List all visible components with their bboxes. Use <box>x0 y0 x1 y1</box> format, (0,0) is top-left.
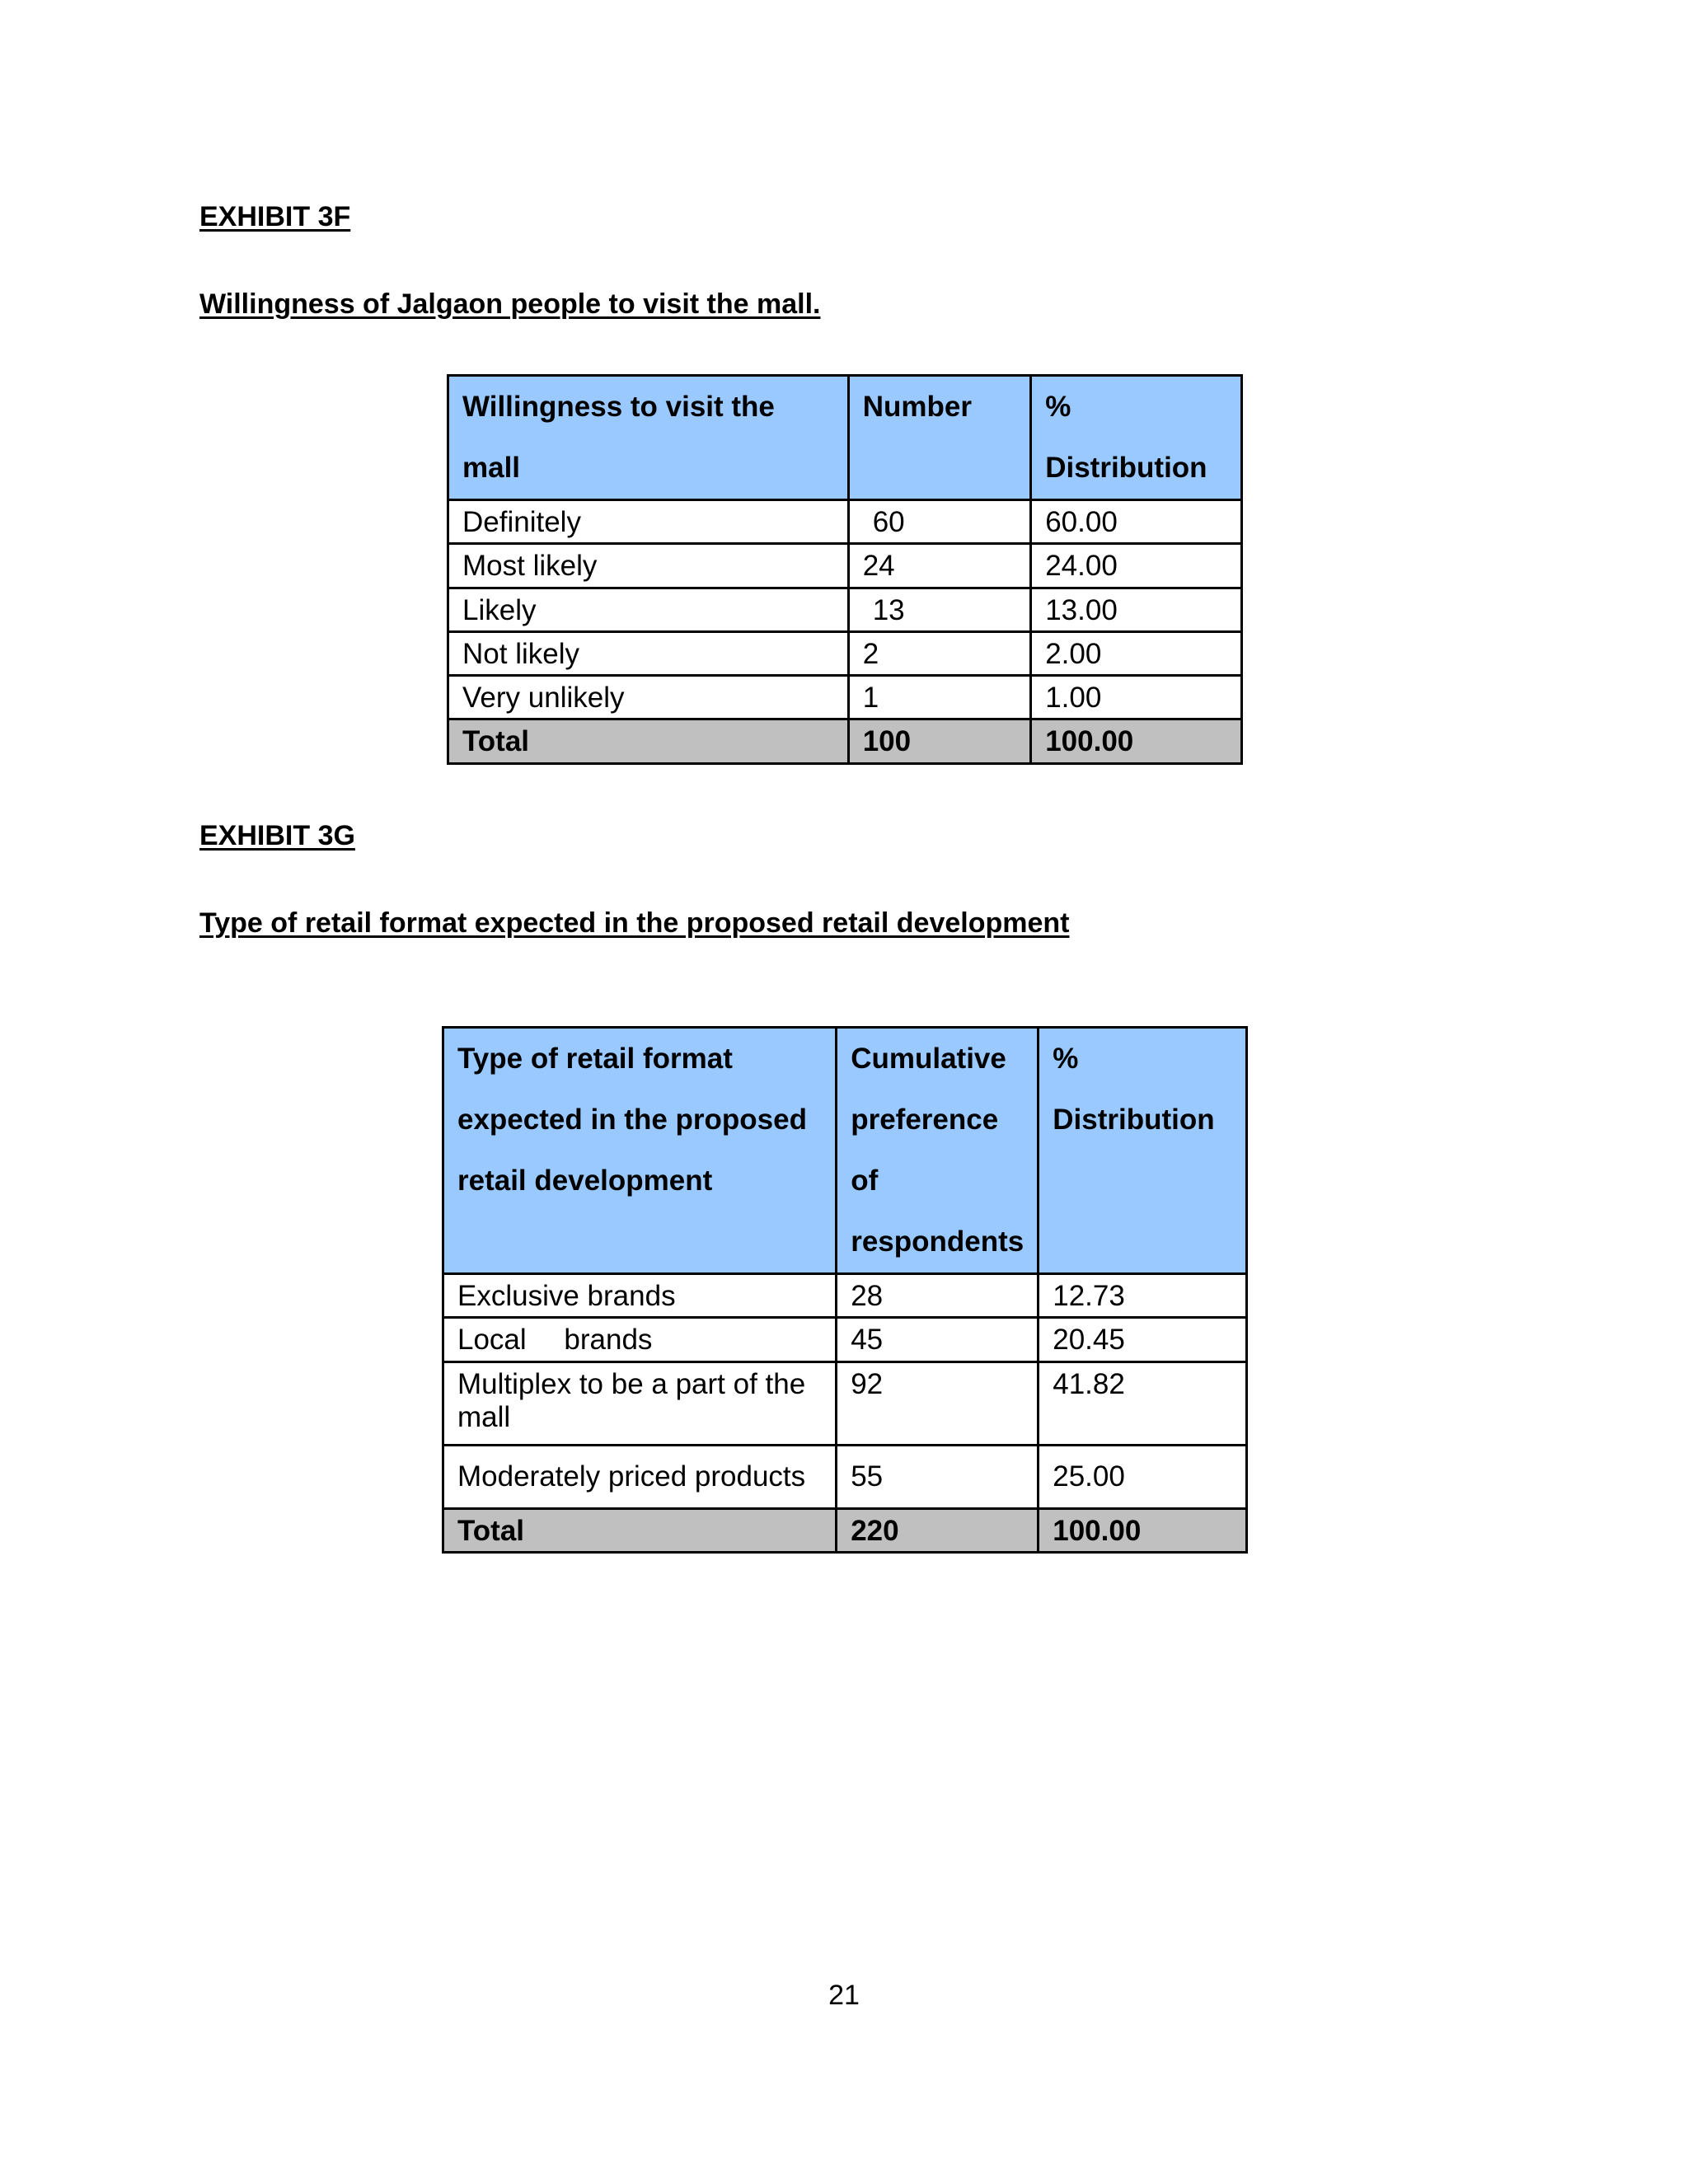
total-number: 220 <box>837 1508 1039 1552</box>
row-distribution: 12.73 <box>1039 1274 1247 1318</box>
total-row <box>443 1508 1247 1552</box>
table-row <box>443 1318 1247 1361</box>
row-number: 13 <box>848 588 1031 631</box>
header-distribution: % Distribution <box>1039 1028 1247 1274</box>
row-label: Moderately priced products <box>443 1445 837 1508</box>
table-header-row <box>448 376 1242 500</box>
total-number: 100 <box>848 719 1031 763</box>
row-distribution: 20.45 <box>1039 1318 1247 1361</box>
row-label: Very unlikely <box>448 676 849 719</box>
total-distribution: 100.00 <box>1039 1508 1247 1552</box>
exhibit-3g-title: Type of retail format expected in the proposed retail development <box>199 907 1070 939</box>
row-distribution: 41.82 <box>1039 1361 1247 1445</box>
table-header-row <box>443 1028 1247 1274</box>
header-willingness: Willingness to visit the mall <box>448 376 849 500</box>
row-label: Likely <box>448 588 849 631</box>
table-row <box>443 1361 1247 1445</box>
row-number: 60 <box>848 500 1031 544</box>
row-number: 28 <box>837 1274 1039 1318</box>
exhibit-3f-title: Willingness of Jalgaon people to visit the mall. <box>199 288 821 320</box>
row-number: 2 <box>848 631 1031 675</box>
table-row <box>448 631 1242 675</box>
total-label: Total <box>448 719 849 763</box>
row-number: 24 <box>848 544 1031 588</box>
exhibit-3g-table <box>442 1026 1248 1554</box>
row-distribution: 25.00 <box>1039 1445 1247 1508</box>
exhibit-3f-table <box>447 374 1243 765</box>
table-row <box>443 1274 1247 1318</box>
row-label: Exclusive brands <box>443 1274 837 1318</box>
total-distribution: 100.00 <box>1031 719 1242 763</box>
row-label: Local brands <box>443 1318 837 1361</box>
header-retail-format: Type of retail format expected in the proposed retail development <box>443 1028 837 1274</box>
row-label: Definitely <box>448 500 849 544</box>
header-cumulative-preference: Cumulative preference of respondents <box>837 1028 1039 1274</box>
row-label: Not likely <box>448 631 849 675</box>
row-number: 55 <box>837 1445 1039 1508</box>
table-row <box>448 588 1242 631</box>
total-label: Total <box>443 1508 837 1552</box>
row-distribution: 2.00 <box>1031 631 1242 675</box>
row-number: 1 <box>848 676 1031 719</box>
row-number: 45 <box>837 1318 1039 1361</box>
table-row <box>443 1445 1247 1508</box>
table-row <box>448 500 1242 544</box>
table-row <box>448 544 1242 588</box>
row-distribution: 1.00 <box>1031 676 1242 719</box>
exhibit-3g-label: EXHIBIT 3G <box>199 820 355 851</box>
row-label: Most likely <box>448 544 849 588</box>
row-distribution: 13.00 <box>1031 588 1242 631</box>
total-row <box>448 719 1242 763</box>
row-distribution: 60.00 <box>1031 500 1242 544</box>
row-distribution: 24.00 <box>1031 544 1242 588</box>
table-row <box>448 676 1242 719</box>
row-number: 92 <box>837 1361 1039 1445</box>
header-number: Number <box>848 376 1031 500</box>
exhibit-3f-label: EXHIBIT 3F <box>199 201 351 232</box>
page-number: 21 <box>828 1980 860 2011</box>
header-distribution: % Distribution <box>1031 376 1242 500</box>
row-label: Multiplex to be a part of the mall <box>443 1361 837 1445</box>
